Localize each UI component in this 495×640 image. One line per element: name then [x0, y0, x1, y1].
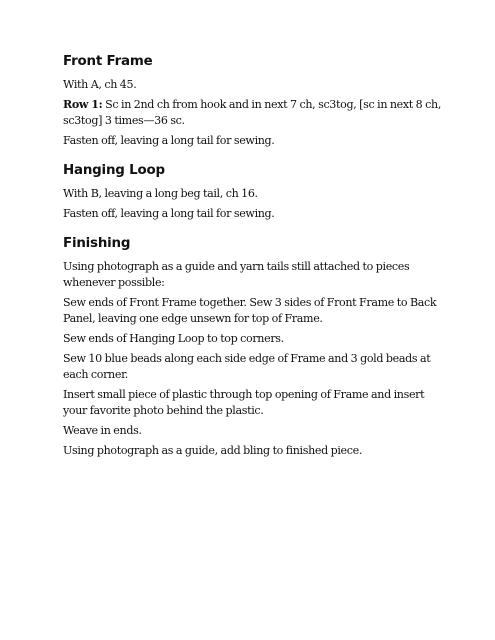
- instruction-paragraph: With B, leaving a long beg tail, ch 16.: [63, 187, 258, 200]
- instruction-paragraph: Insert small piece of plastic through top opening of Frame and insert your favorite photo behind the plastic.: [63, 388, 425, 417]
- document-page: [63, 52, 443, 463]
- instruction-paragraph: Using photograph as a guide, add bling to finished piece.: [63, 444, 363, 457]
- instruction-paragraph: Using photograph as a guide and yarn tails still attached to pieces whenever possible:: [63, 260, 410, 289]
- instruction-paragraph: Weave in ends.: [63, 424, 142, 437]
- instruction-paragraph: Sew 10 blue beads along each side edge of Frame and 3 gold beads at each corner.: [63, 352, 431, 381]
- row-label: Row 1:: [63, 98, 103, 111]
- instruction-paragraph: Sew ends of Front Frame together. Sew 3 sides of Front Frame to Back Panel, leaving one edge unsewn for top of Frame.: [63, 296, 437, 325]
- instruction-paragraph: Row 1: Sc in 2nd ch from hook and in next 7 ch, sc3tog, [sc in next 8 ch, sc3tog] 3 times—36 sc.: [63, 98, 442, 127]
- section-heading: Hanging Loop: [63, 163, 165, 178]
- instruction-paragraph: With A, ch 45.: [63, 78, 137, 91]
- instruction-paragraph: Fasten off, leaving a long tail for sewing.: [63, 134, 275, 147]
- section-heading: Front Frame: [63, 54, 153, 69]
- instruction-paragraph: Sew ends of Hanging Loop to top corners.: [63, 332, 284, 345]
- section-hanging-loop: [63, 161, 443, 222]
- section-front-frame: [63, 52, 443, 149]
- section-finishing: [63, 234, 443, 459]
- section-heading: Finishing: [63, 236, 131, 251]
- instruction-paragraph: Fasten off, leaving a long tail for sewing.: [63, 207, 275, 220]
